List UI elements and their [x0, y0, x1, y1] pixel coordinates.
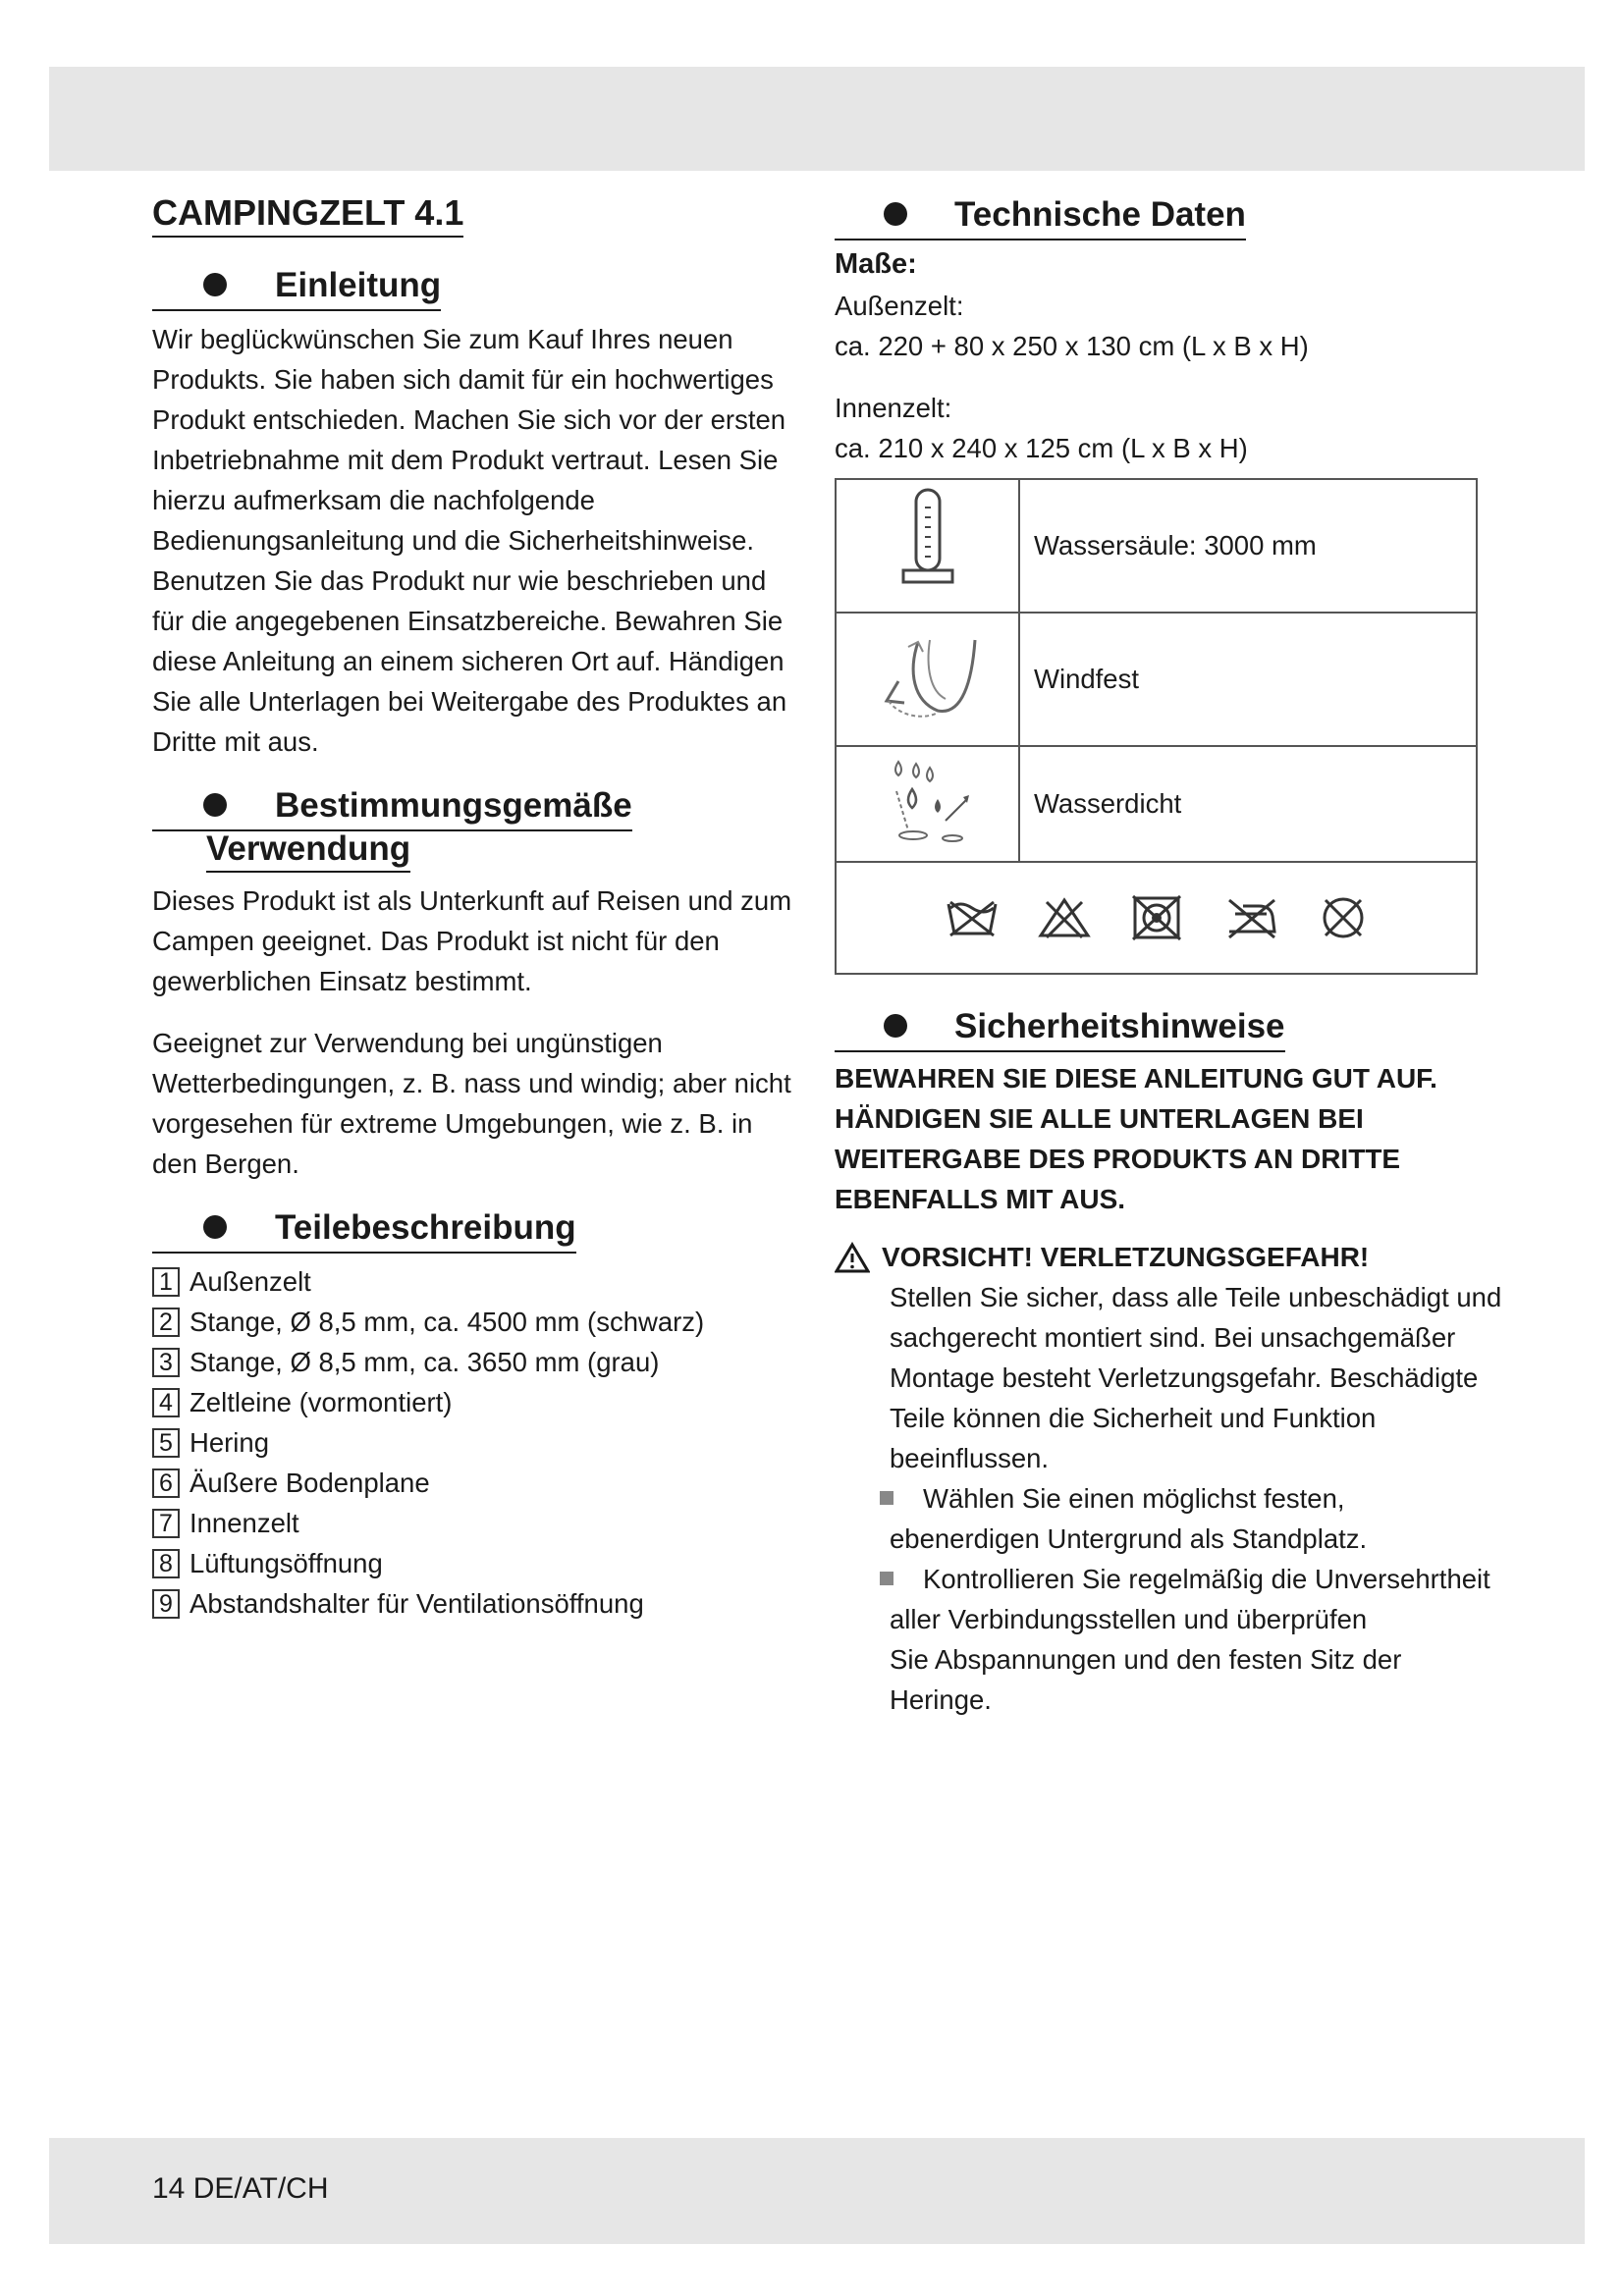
square-bullet-icon	[880, 1491, 893, 1505]
list-item: 1 Außenzelt	[152, 1261, 800, 1302]
section-usage-heading-line2: Verwendung	[152, 828, 800, 873]
list-item: 7 Innenzelt	[152, 1503, 800, 1543]
warning-triangle-icon	[835, 1242, 870, 1273]
part-number-badge: 7	[152, 1509, 180, 1538]
no-washing-icon	[945, 896, 1000, 939]
part-number-badge: 9	[152, 1589, 180, 1619]
bullet-dot-icon	[203, 273, 227, 296]
bullet-dot-icon	[203, 1215, 227, 1239]
inner-tent-value: ca. 210 x 240 x 125 cm (L x B x H)	[835, 433, 1248, 463]
outer-tent-value: ca. 220 + 80 x 250 x 130 cm (L x B x H)	[835, 331, 1309, 361]
bullet-dot-icon	[884, 1014, 907, 1038]
part-number-badge: 2	[152, 1308, 180, 1337]
part-number-badge: 3	[152, 1348, 180, 1377]
outer-tent-label: Außenzelt:	[835, 291, 964, 321]
warning-text: Stellen Sie sicher, dass alle Teile unbeschädigt und sachgerecht montiert sind. Bei unsachgemäßer Montage besteht Verletzungsgefahr. Beschädigte Teile können die Sicherheit und Funktion beeinflussen.	[890, 1282, 1502, 1473]
thermometer-icon	[893, 486, 962, 599]
list-item: 8 Lüftungsöffnung	[152, 1543, 800, 1583]
water-column-cell: Wassersäule: 3000 mm	[1019, 479, 1477, 613]
list-item: 4 Zeltleine (vormontiert)	[152, 1382, 800, 1422]
right-column: Technische Daten Maße: Außenzelt: ca. 220 + 80 x 250 x 130 cm (L x B x H) Innenzelt: ca. 210 x 240 x 125 cm (L x B x H) Wassersäule: 3000 mm Windfest Wasserdicht Sicherheitshinweise BEWAHREN SIE DIESE ANLEITUNG GUT AUF. HÄNDIGEN SIE ALLE UNTERLAGEN BEI WEITERGABE DES PRODUKTS AN DRITTE EBENFALLS MIT AUS. VORSICHT! VERLETZUNGSGEFAHR! Stellen Sie sicher, dass alle Teile unbeschädigt und sachgerecht montiert sind. Bei unsachgemäßer Montage besteht Verletzungsgefahr. Beschädigte Teile können die Sicherheit und Funktion beeinflussen. Wählen Sie einen möglichst festen, ebenerdigen Untergrund als Standplatz. Kontrollieren Sie regelmäßig die Unversehrtheit aller Verbindungsstellen und überprüfen Sie Abspannungen und den festen Sitz der Heringe.	[835, 192, 1532, 1720]
section-intro-heading: Einleitung	[152, 263, 800, 311]
list-item: 5 Hering	[152, 1422, 800, 1463]
square-bullet-icon	[880, 1572, 893, 1585]
section-parts-heading: Teilebeschreibung	[152, 1205, 800, 1254]
table-row	[836, 479, 1477, 613]
list-item: 6 Äußere Bodenplane	[152, 1463, 800, 1503]
page-title: CAMPINGZELT 4.1	[152, 192, 463, 238]
wind-icon	[869, 622, 987, 730]
part-number-badge: 6	[152, 1468, 180, 1498]
part-number-badge: 8	[152, 1549, 180, 1578]
table-row	[836, 862, 1477, 974]
inner-tent-label: Innenzelt:	[835, 393, 952, 423]
list-item: 3 Stange, Ø 8,5 mm, ca. 3650 mm (grau)	[152, 1342, 800, 1382]
bullet-dot-icon	[884, 202, 907, 226]
intro-text: Wir beglückwünschen Sie zum Kauf Ihres neuen Produkts. Sie haben sich damit für ein hochwertiges Produkt entschieden. Machen Sie sich vor der ersten Inbetriebnahme mit dem Produkt vertraut. Lesen Sie hierzu aufmerksam die nachfolgende Bedienungsanleitung und die Sicherheitshinweise. Benutzen Sie das Produkt nur wie beschrieben und für die angegebenen Einsatzbereiche. Bewahren Sie diese Anleitung an einem sicheren Ort auf. Händigen Sie alle Unterlagen bei Weitergabe des Produktes an Dritte mit aus.	[152, 324, 787, 757]
list-item: Wählen Sie einen möglichst festen,	[835, 1478, 1532, 1519]
table-row	[836, 746, 1477, 862]
no-tumble-dry-icon	[1129, 894, 1184, 941]
water-drops-icon	[869, 752, 987, 850]
part-number-badge: 5	[152, 1428, 180, 1458]
measures-label: Maße:	[835, 248, 917, 280]
header-band	[49, 67, 1585, 171]
bullet-dot-icon	[203, 793, 227, 817]
list-item: 9 Abstandshalter für Ventilationsöffnung	[152, 1583, 800, 1624]
part-number-badge: 1	[152, 1267, 180, 1297]
usage-text-2: Geeignet zur Verwendung bei ungünstigen Wetterbedingungen, z. B. nass und windig; aber nicht vorgesehen für extreme Umgebungen, wie z. B. in den Bergen.	[152, 1028, 791, 1179]
parts-list	[152, 1261, 800, 1624]
left-column	[152, 192, 800, 1624]
no-dry-clean-icon	[1318, 894, 1369, 941]
list-item: 2 Stange, Ø 8,5 mm, ca. 4500 mm (schwarz)	[152, 1302, 800, 1342]
safety-caps-text: BEWAHREN SIE DIESE ANLEITUNG GUT AUF. HÄNDIGEN SIE ALLE UNTERLAGEN BEI WEITERGABE DES PRODUKTS AN DRITTE EBENFALLS MIT AUS.	[835, 1063, 1437, 1214]
usage-text-1: Dieses Produkt ist als Unterkunft auf Reisen und zum Campen geeignet. Das Produkt ist nicht für den gewerblichen Einsatz bestimmt.	[152, 885, 792, 996]
table-row	[836, 613, 1477, 746]
list-item: Kontrollieren Sie regelmäßig die Unversehrtheit	[835, 1559, 1532, 1599]
part-number-badge: 4	[152, 1388, 180, 1417]
page-number: 14 DE/AT/CH	[152, 2172, 329, 2205]
spec-table	[835, 478, 1478, 975]
windproof-cell: Windfest	[1019, 613, 1477, 746]
waterproof-cell: Wasserdicht	[1019, 746, 1477, 862]
section-tech-heading: Technische Daten	[835, 192, 1532, 240]
no-bleach-icon	[1037, 896, 1092, 939]
no-ironing-icon	[1221, 896, 1280, 939]
section-safety-heading: Sicherheitshinweise	[835, 1004, 1532, 1052]
section-usage-heading: Bestimmungsgemäße	[152, 783, 800, 831]
warning-title: VORSICHT! VERLETZUNGSGEFAHR!	[835, 1237, 1532, 1277]
care-symbols	[837, 863, 1476, 973]
